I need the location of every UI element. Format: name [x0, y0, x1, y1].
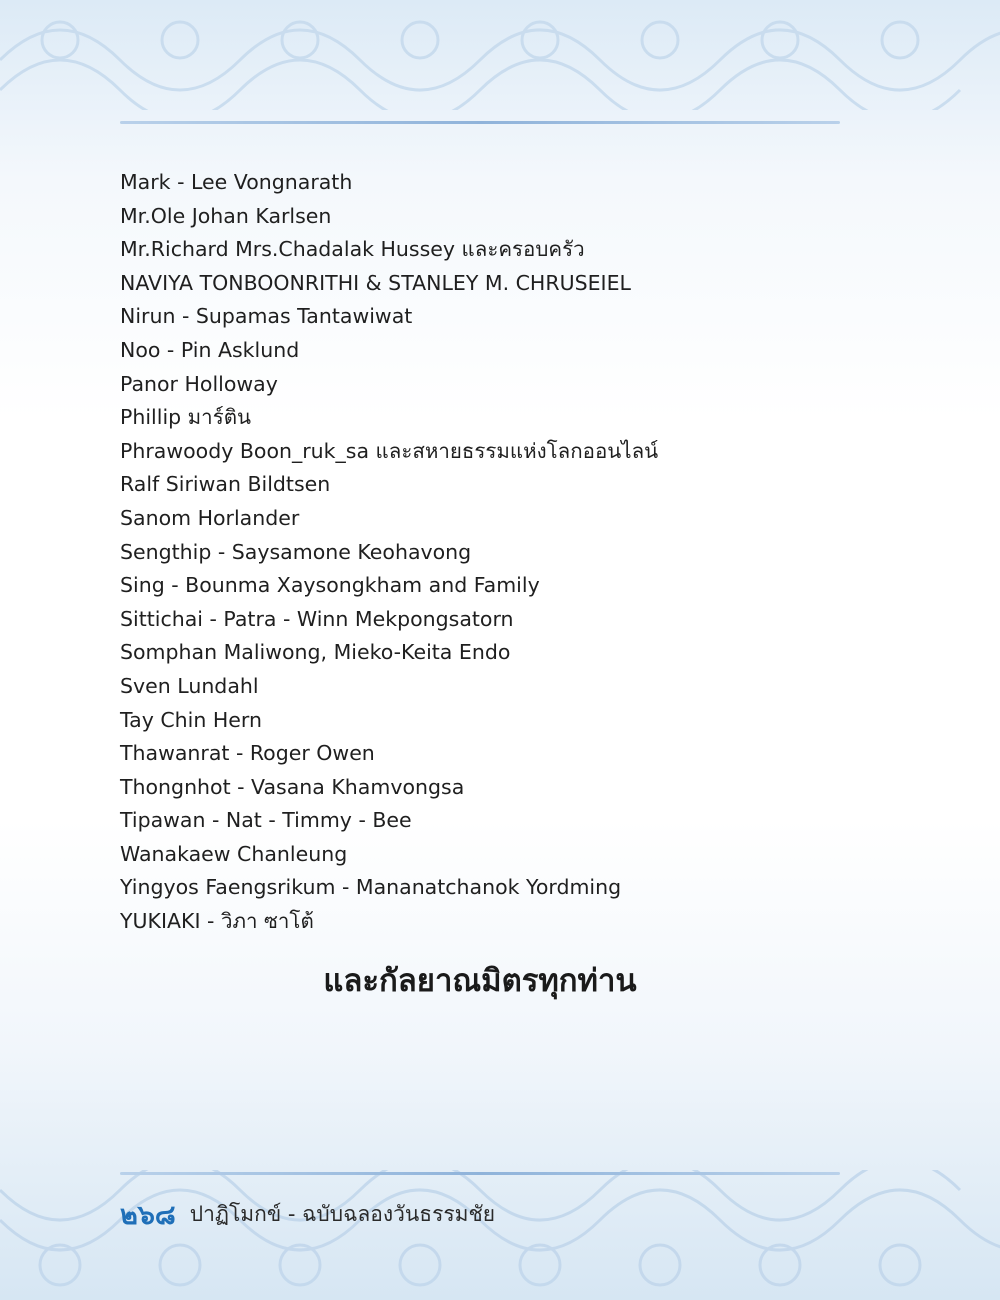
header-divider	[120, 121, 840, 124]
page-footer	[120, 1193, 495, 1235]
name-list-item: Noo - Pin Asklund	[120, 337, 300, 362]
name-list-item: Thawanrat - Roger Owen	[120, 741, 375, 766]
book-title: ปาฏิโมกข์ - ฉบับฉลองวันธรรมชัย	[189, 1201, 496, 1226]
name-list-item: Sittichai - Patra - Winn Mekpongsatorn	[120, 606, 514, 631]
closing-heading: และกัลยาณมิตรทุกท่าน	[323, 963, 637, 999]
decorative-pattern-top	[0, 0, 1000, 110]
page-number: ๒๖๘	[120, 1199, 176, 1231]
name-list-item: YUKIAKI - วิภา ซาโต้	[120, 909, 314, 934]
name-list-item: Yingyos Faengsrikum - Mananatchanok Yordming	[120, 875, 622, 900]
name-list-item: Tipawan - Nat - Timmy - Bee	[120, 808, 412, 833]
name-list-item: Tay Chin Hern	[120, 707, 262, 732]
name-list-item: NAVIYA TONBOONRITHI & STANLEY M. CHRUSEIEL	[120, 270, 631, 295]
name-list-item: Sing - Bounma Xaysongkham and Family	[120, 573, 540, 598]
name-list-item: Panor Holloway	[120, 371, 278, 396]
footer-divider	[120, 1172, 840, 1175]
name-list-item: Phrawoody Boon_ruk_sa และสหายธรรมแห่งโลกออนไลน์	[120, 438, 659, 463]
name-list-item: Mr.Richard Mrs.Chadalak Hussey และครอบครัว	[120, 237, 585, 262]
name-list-item: Ralf Siriwan Bildtsen	[120, 472, 331, 497]
name-list-item: Sven Lundahl	[120, 673, 259, 698]
name-list-item: Sengthip - Saysamone Keohavong	[120, 539, 472, 564]
name-list-item: Mr.Ole Johan Karlsen	[120, 203, 332, 228]
name-list-item: Sanom Horlander	[120, 505, 300, 530]
name-list-item: Phillip มาร์ติน	[120, 405, 252, 430]
name-list-item: Wanakaew Chanleung	[120, 841, 348, 866]
name-list-item: Nirun - Supamas Tantawiwat	[120, 304, 413, 329]
name-list-item: Somphan Maliwong, Mieko-Keita Endo	[120, 640, 511, 665]
name-list-item: Mark - Lee Vongnarath	[120, 170, 353, 194]
donor-name-list	[120, 166, 658, 939]
name-list-item: Thongnhot - Vasana Khamvongsa	[120, 774, 465, 799]
